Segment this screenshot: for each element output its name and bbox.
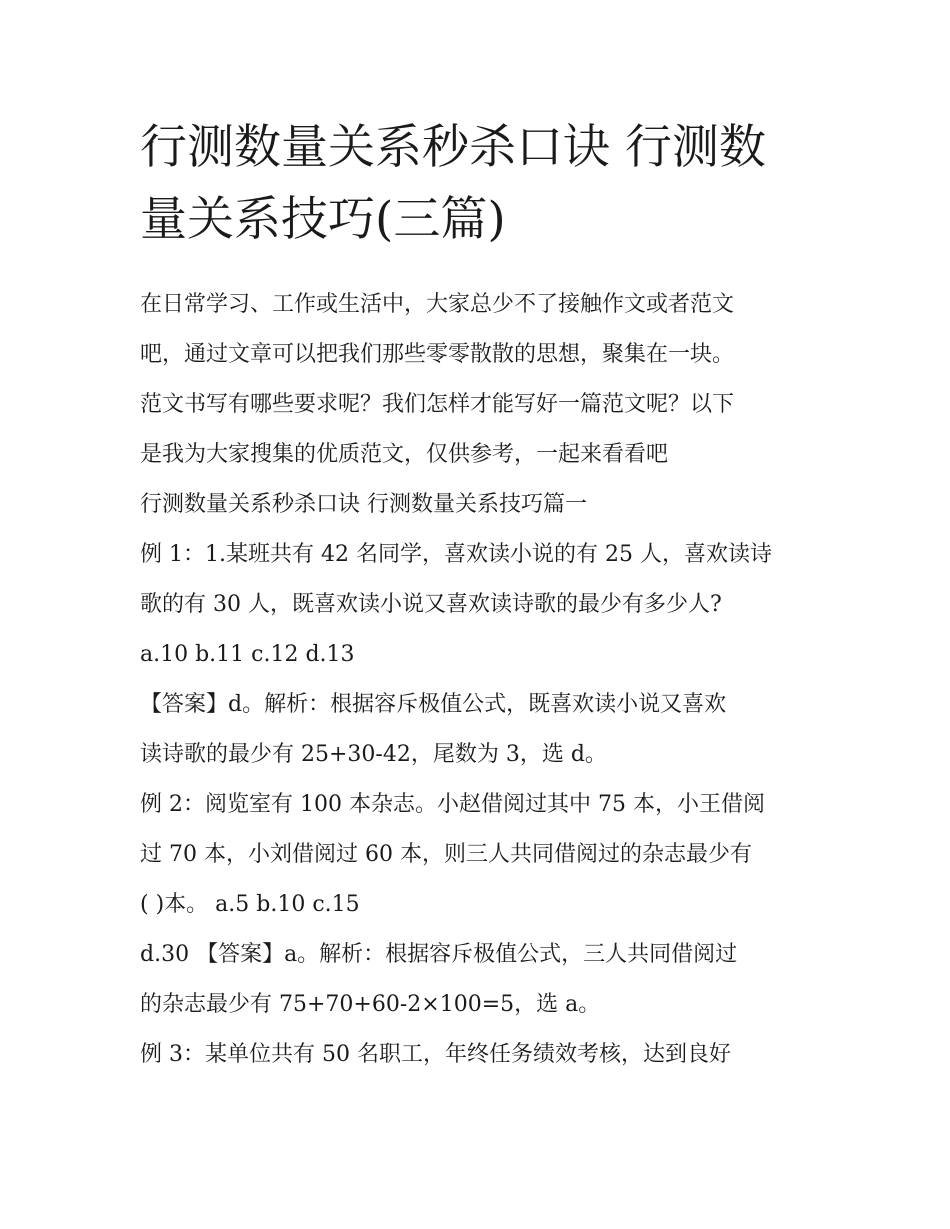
body-line: 在日常学习、工作或生活中，大家总少不了接触作文或者范文 (140, 292, 735, 317)
section-heading: 行测数量关系秒杀口诀 行测数量关系技巧篇一 (140, 492, 587, 517)
document-body (140, 280, 820, 1080)
title-line-2: 量关系技巧(三篇) (140, 192, 506, 247)
document-title (140, 112, 820, 256)
body-line: 【答案】d。解析：根据容斥极值公式，既喜欢读小说又喜欢 (140, 692, 727, 717)
body-line: 的杂志最少有 75+70+60-2×100=5，选 a。 (140, 992, 601, 1017)
body-line: 例 3：某单位共有 50 名职工，年终任务绩效考核，达到良好 (140, 1042, 731, 1067)
body-line: 例 2：阅览室有 100 本杂志。小赵借阅过其中 75 本，小王借阅 (140, 792, 765, 817)
body-line: 吧，通过文章可以把我们那些零零散散的思想，聚集在一块。 (140, 342, 735, 367)
body-line: 读诗歌的最少有 25+30-42，尾数为 3，选 d。 (140, 742, 607, 767)
body-line: 过 70 本，小刘借阅过 60 本，则三人共同借阅过的杂志最少有 (140, 842, 752, 867)
body-line: 范文书写有哪些要求呢？我们怎样才能写好一篇范文呢？以下 (140, 392, 735, 417)
body-line: 歌的有 30 人，既喜欢读小说又喜欢读诗歌的最少有多少人? (140, 592, 722, 617)
title-line-1: 行测数量关系秒杀口诀 行测数 (140, 120, 766, 175)
body-line: 例 1：1.某班共有 42 名同学，喜欢读小说的有 25 人，喜欢读诗 (140, 542, 772, 567)
answer-options: a.10 b.11 c.12 d.13 (140, 642, 355, 667)
answer-options: ( )本。 a.5 b.10 c.15 (140, 892, 360, 917)
body-line: d.30 【答案】a。解析：根据容斥极值公式，三人共同借阅过 (140, 942, 738, 967)
body-line: 是我为大家搜集的优质范文，仅供参考，一起来看看吧 (140, 442, 669, 467)
